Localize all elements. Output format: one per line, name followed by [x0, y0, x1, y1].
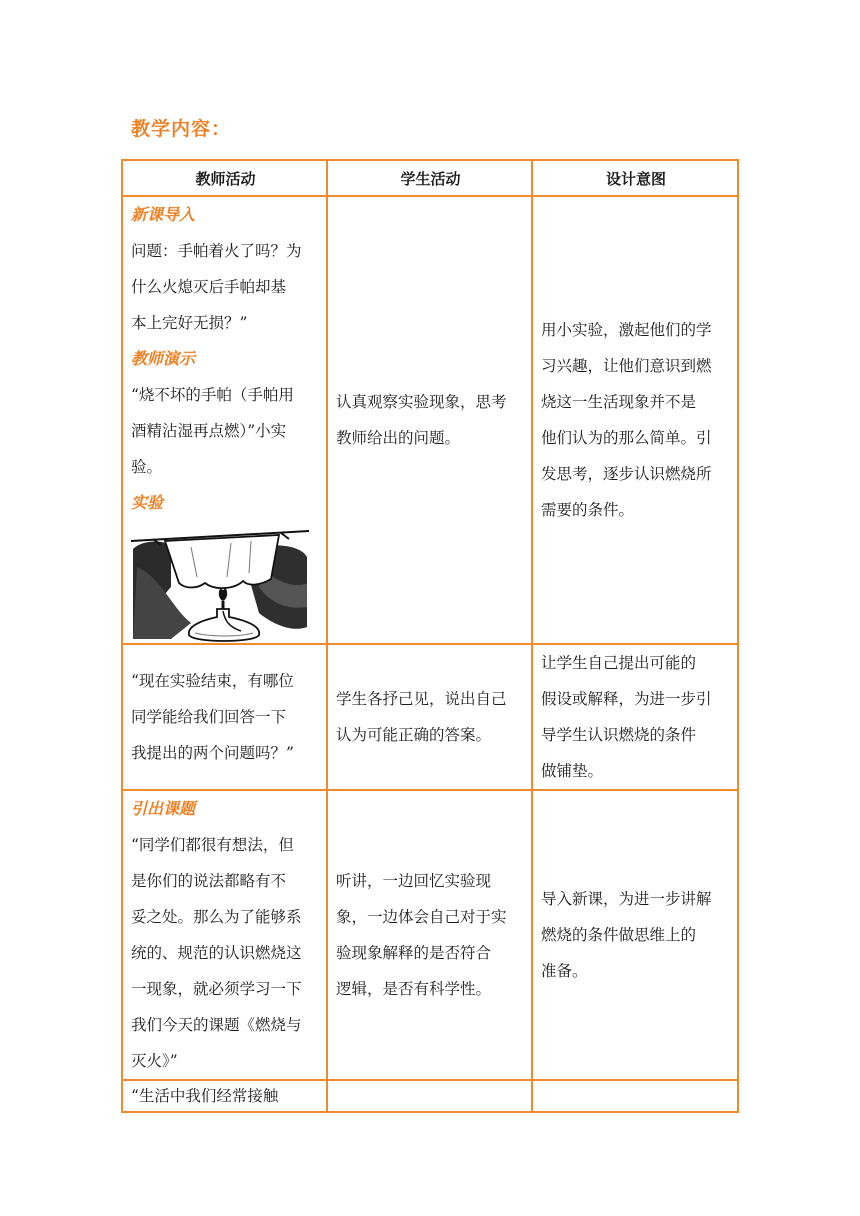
section-label-demo: 教师演示	[131, 349, 196, 368]
table-row	[122, 790, 738, 1080]
teacher-activity-cell	[122, 1080, 327, 1112]
text-line: 学生各抒己见，说出自己	[336, 690, 507, 708]
design-intent-cell	[532, 1080, 738, 1112]
text-line: 发思考，逐步认识燃烧所	[541, 465, 712, 483]
text-line: 酒精沾湿再点燃）”小实	[131, 422, 287, 440]
section-label-topic: 引出课题	[131, 799, 196, 818]
teacher-activity-cell	[122, 196, 327, 644]
section-heading: 教学内容：	[131, 118, 232, 140]
student-activity-cell	[327, 644, 532, 790]
text-line: 认为可能正确的答案。	[336, 726, 492, 744]
text-line: 需要的条件。	[541, 501, 635, 519]
text-line: 假设或解释，为进一步引	[541, 690, 712, 708]
table-row	[122, 1080, 738, 1112]
text-line: 统的、规范的认识燃烧这	[131, 944, 302, 962]
text-line: 是你们的说法都略有不	[131, 872, 287, 890]
text-line: 什么火熄灭后手帕却基	[131, 278, 287, 296]
text-line: 做铺垫。	[541, 762, 604, 780]
text-line: 教师给出的问题。	[336, 429, 461, 447]
text-line: 我提出的两个问题吗？”	[131, 744, 294, 762]
lesson-table	[121, 159, 739, 1113]
text-line: 他们认为的那么简单。引	[541, 429, 712, 447]
text-line: 灭火》”	[131, 1052, 178, 1070]
burning-handkerchief-experiment-illustration	[131, 527, 309, 643]
text-line: 妥之处。那么为了能够系	[131, 908, 302, 926]
text-line: 验。	[131, 458, 163, 476]
text-line: 导入新课，为进一步讲解	[541, 890, 712, 908]
text-line: “现在实验结束，有哪位	[131, 672, 294, 690]
text-line: 准备。	[541, 962, 588, 980]
text-line: 燃烧的条件做思维上的	[541, 926, 697, 944]
text-line: 认真观察实验现象，思考	[336, 393, 507, 411]
student-activity-cell	[327, 1080, 532, 1112]
text-line: 同学能给我们回答一下	[131, 708, 287, 726]
section-label-experiment: 实验	[131, 493, 164, 512]
text-line: 导学生认识燃烧的条件	[541, 726, 697, 744]
design-intent-cell	[532, 790, 738, 1080]
text-line: 让学生自己提出可能的	[541, 654, 697, 672]
text-line: 本上完好无损？”	[131, 314, 248, 332]
teacher-activity-cell	[122, 644, 327, 790]
text-line: “同学们都很有想法，但	[131, 836, 294, 854]
text-line: 验现象解释的是否符合	[336, 944, 492, 962]
design-intent-cell	[532, 644, 738, 790]
text-line: 习兴趣，让他们意识到燃	[541, 357, 712, 375]
design-intent-cell	[532, 196, 738, 644]
header-design-intent: 设计意图	[532, 160, 738, 196]
header-student-activity: 学生活动	[327, 160, 532, 196]
text-line: 问题：手帕着火了吗？为	[131, 242, 302, 260]
student-activity-cell	[327, 790, 532, 1080]
text-line: “烧不坏的手帕（手帕用	[131, 386, 294, 404]
text-line: 象，一边体会自己对于实	[336, 908, 507, 926]
text-line: 烧这一生活现象并不是	[541, 393, 697, 411]
student-activity-cell	[327, 196, 532, 644]
text-line: 逻辑，是否有科学性。	[336, 980, 492, 998]
section-label-intro: 新课导入	[131, 205, 196, 224]
text-line: 一现象，就必须学习一下	[131, 980, 302, 998]
header-teacher-activity: 教师活动	[122, 160, 327, 196]
text-line: 我们今天的课题《燃烧与	[131, 1016, 302, 1034]
text-line: 用小实验，激起他们的学	[541, 321, 712, 339]
teacher-activity-cell	[122, 790, 327, 1080]
table-row	[122, 644, 738, 790]
text-line: 听讲，一边回忆实验现	[336, 872, 492, 890]
table-row	[122, 196, 738, 644]
table-header-row	[122, 160, 738, 196]
text-line: “生活中我们经常接触	[131, 1087, 279, 1105]
